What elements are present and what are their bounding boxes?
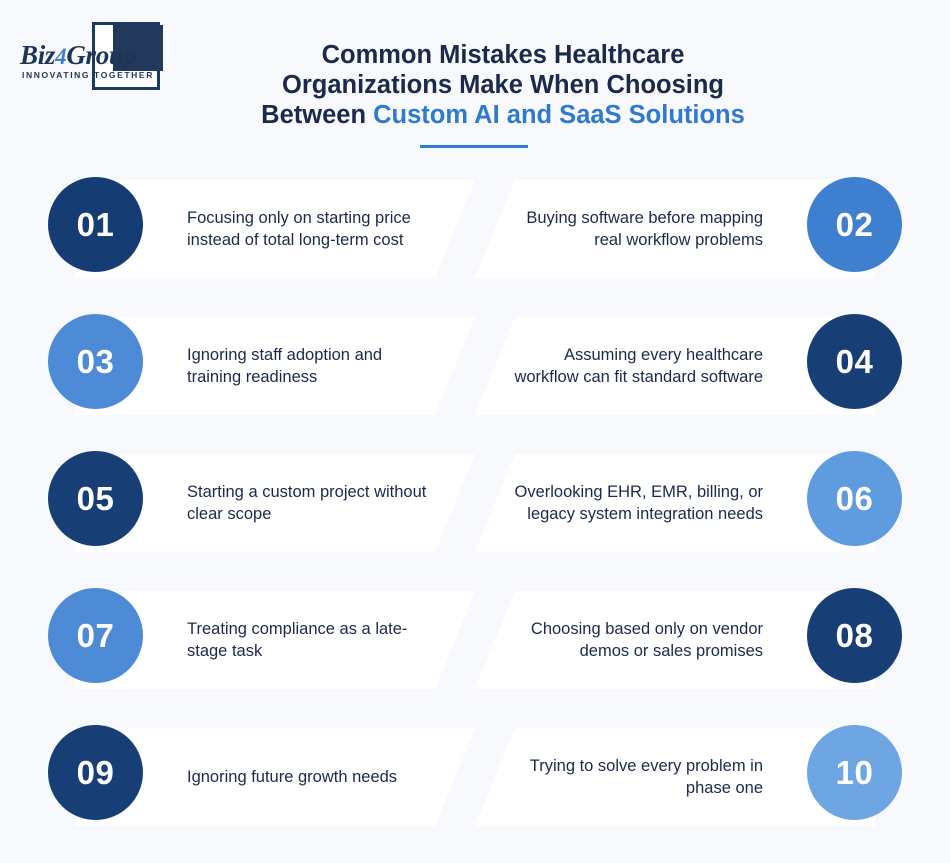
page-title-line3 bbox=[200, 100, 806, 130]
item-number-badge: 02 bbox=[807, 177, 902, 272]
item-text: Choosing based only on vendor demos or sales promises bbox=[530, 620, 763, 660]
item-number-badge: 09 bbox=[48, 725, 143, 820]
page-title-line2: Organizations Make When Choosing bbox=[281, 71, 725, 99]
logo-wordmark bbox=[20, 40, 137, 71]
list-item bbox=[475, 454, 875, 552]
page-title bbox=[200, 40, 806, 130]
item-text: Assuming every healthcare workflow can fit standard software bbox=[514, 346, 763, 386]
item-number-badge: 06 bbox=[807, 451, 902, 546]
item-number-badge: 03 bbox=[48, 314, 143, 409]
list-item bbox=[475, 180, 875, 278]
item-text: Buying software before mapping real workflow problems bbox=[526, 209, 763, 249]
item-text: Trying to solve every problem in phase one bbox=[529, 757, 763, 797]
item-text: Focusing only on starting price instead of total long-term cost bbox=[187, 209, 411, 249]
item-number-badge: 10 bbox=[807, 725, 902, 820]
item-number-badge: 01 bbox=[48, 177, 143, 272]
list-item bbox=[75, 180, 475, 278]
page-title-highlight: Custom AI and SaaS Solutions bbox=[373, 101, 745, 129]
item-text: Treating compliance as a late-stage task bbox=[187, 620, 408, 660]
page-title-line1: Common Mistakes Healthcare bbox=[321, 41, 685, 69]
page-title-line3-prefix: Between bbox=[261, 101, 374, 129]
title-divider bbox=[420, 145, 528, 148]
item-number-badge: 08 bbox=[807, 588, 902, 683]
list-item bbox=[75, 317, 475, 415]
item-text: Starting a custom project without clear scope bbox=[187, 483, 427, 523]
list-item bbox=[75, 728, 475, 826]
item-number-badge: 04 bbox=[807, 314, 902, 409]
list-item bbox=[475, 591, 875, 689]
list-item bbox=[75, 454, 475, 552]
logo-word-biz: Biz bbox=[20, 40, 56, 70]
logo-word-four: 4 bbox=[55, 44, 67, 69]
logo-tagline: INNOVATING TOGETHER bbox=[22, 70, 154, 80]
list-item bbox=[475, 728, 875, 826]
item-text: Overlooking EHR, EMR, billing, or legacy system integration needs bbox=[514, 483, 763, 523]
item-number-badge: 07 bbox=[48, 588, 143, 683]
item-text: Ignoring future growth needs bbox=[187, 768, 398, 786]
logo-word-group: Group bbox=[66, 40, 137, 70]
item-number-badge: 05 bbox=[48, 451, 143, 546]
list-item bbox=[75, 591, 475, 689]
list-item bbox=[475, 317, 875, 415]
item-text: Ignoring staff adoption and training readiness bbox=[187, 346, 383, 386]
